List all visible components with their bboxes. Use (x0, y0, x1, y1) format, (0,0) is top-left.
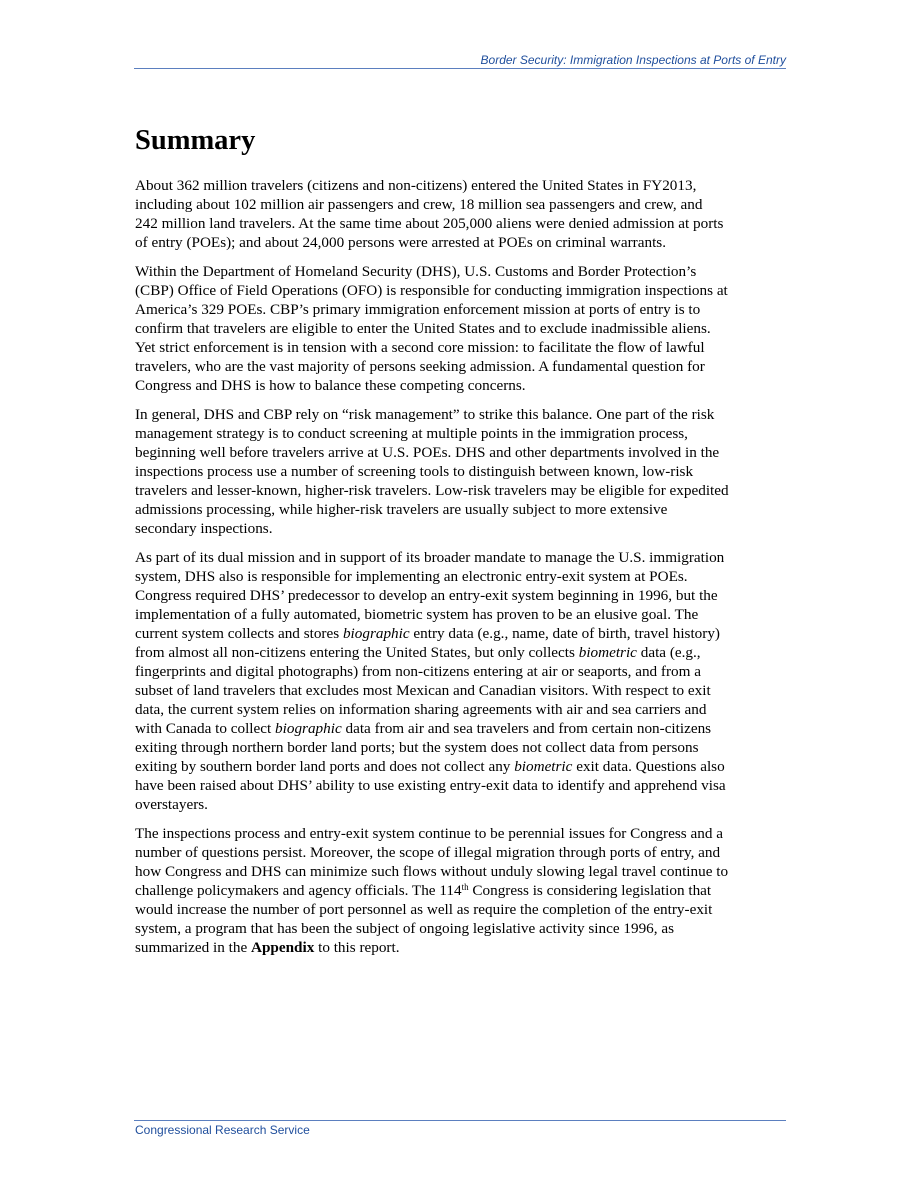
text-line: subset of land travelers that excludes most Mexican and Canadian visitors. With respect to exit (135, 682, 711, 699)
text-line (135, 643, 787, 662)
text-line (135, 719, 787, 738)
emphasis-biographic: biographic (342, 625, 410, 642)
text-line: system, DHS also is responsible for implementing an electronic entry-exit system at POEs. (135, 568, 688, 585)
text-fragment: from almost all non-citizens entering the United States, but only collects (135, 644, 579, 661)
emphasis-biometric: biometric (578, 644, 637, 661)
paragraph-dhs-cbp (135, 262, 787, 395)
paragraph-congress (135, 824, 787, 957)
paragraph-risk-management (135, 405, 787, 538)
running-header: Border Security: Immigration Inspections at Ports of Entry (480, 53, 786, 67)
text-fragment: challenge policymakers and agency officials. The 114 (135, 882, 462, 899)
text-fragment: data from air and sea travelers and from certain non-citizens (341, 720, 712, 737)
text-line: would increase the number of port personnel as well as require the completion of the entry-exit (135, 901, 713, 918)
page-title: Summary (135, 125, 256, 156)
text-line: About 362 million travelers (citizens and non-citizens) entered the United States in FY2013, (135, 177, 697, 194)
summary-body (135, 176, 787, 967)
text-line (135, 881, 787, 900)
text-line: overstayers. (135, 796, 208, 813)
text-line: exiting through northern border land ports; but the system does not collect data from persons (135, 739, 699, 756)
text-fragment: to this report. (314, 939, 400, 956)
text-fragment: exiting by southern border land ports and does not collect any (135, 758, 515, 775)
header-divider (134, 68, 786, 69)
text-fragment: data (e.g., (636, 644, 701, 661)
text-fragment: Congress is considering legislation that (468, 882, 712, 899)
text-line: data, the current system relies on information sharing agreements with air and sea carriers and (135, 701, 707, 718)
text-fragment: exit data. Questions also (572, 758, 725, 775)
text-line (135, 757, 787, 776)
text-line: confirm that travelers are eligible to enter the United States and to exclude inadmissible aliens. (135, 320, 711, 337)
footer-divider (134, 1120, 786, 1121)
paragraph-entry-exit (135, 548, 787, 814)
text-line: secondary inspections. (135, 520, 273, 537)
text-line: admissions processing, while higher-risk travelers are usually subject to more extensive (135, 501, 668, 518)
paragraph-travelers (135, 176, 787, 252)
text-line: fingerprints and digital photographs) from non-citizens entering at air or seaports, and from a (135, 663, 701, 680)
text-line: system, a program that has been the subject of ongoing legislative activity since 1996, as (135, 920, 675, 937)
text-line: management strategy is to conduct screening at multiple points in the immigration process, (135, 425, 688, 442)
text-line: Congress and DHS is how to balance these competing concerns. (135, 377, 526, 394)
text-line: As part of its dual mission and in support of its broader mandate to manage the U.S. immigration (135, 549, 725, 566)
text-line: (CBP) Office of Field Operations (OFO) is responsible for conducting immigration inspections at (135, 282, 728, 299)
text-line: Congress required DHS’ predecessor to develop an entry-exit system beginning in 1996, but the (135, 587, 718, 604)
text-line (135, 938, 787, 957)
emphasis-biographic: biographic (275, 720, 342, 737)
text-line: implementation of a fully automated, biometric system has proven to be an elusive goal. The (135, 606, 699, 623)
running-footer: Congressional Research Service (135, 1123, 310, 1137)
text-line: travelers and lesser-known, higher-risk travelers. Low-risk travelers may be eligible for expedited (135, 482, 729, 499)
text-line: In general, DHS and CBP rely on “risk management” to strike this balance. One part of the risk (135, 406, 715, 423)
text-line: Within the Department of Homeland Security (DHS), U.S. Customs and Border Protection’s (135, 263, 697, 280)
emphasis-biometric: biometric (514, 758, 573, 775)
text-line: The inspections process and entry-exit system continue to be perennial issues for Congress and a (135, 825, 723, 842)
text-line: including about 102 million air passengers and crew, 18 million sea passengers and crew, and (135, 196, 703, 213)
text-fragment: with Canada to collect (135, 720, 276, 737)
appendix-reference: Appendix (250, 939, 315, 956)
text-fragment: current system collects and stores (135, 625, 343, 642)
text-line: travelers, who are the vast majority of persons seeking admission. A fundamental question for (135, 358, 705, 375)
text-line: America’s 329 POEs. CBP’s primary immigration enforcement mission at ports of entry is to (135, 301, 701, 318)
text-line (135, 624, 787, 643)
text-line: 242 million land travelers. At the same time about 205,000 aliens were denied admission at ports (135, 215, 724, 232)
text-line: inspections process use a number of screening tools to distinguish between known, low-risk (135, 463, 694, 480)
text-line: how Congress and DHS can minimize such flows without unduly slowing legal travel continue to (135, 863, 729, 880)
text-fragment: summarized in the (135, 939, 251, 956)
ordinal-superscript: th (461, 882, 469, 892)
text-line: of entry (POEs); and about 24,000 persons were arrested at POEs on criminal warrants. (135, 234, 666, 251)
text-line: have been raised about DHS’ ability to use existing entry-exit data to identify and apprehend visa (135, 777, 726, 794)
text-line: number of questions persist. Moreover, the scope of illegal migration through ports of entry, and (135, 844, 721, 861)
text-line: Yet strict enforcement is in tension with a second core mission: to facilitate the flow of lawful (135, 339, 705, 356)
text-fragment: entry data (e.g., name, date of birth, travel history) (409, 625, 720, 642)
text-line: beginning well before travelers arrive at U.S. POEs. DHS and other departments involved in the (135, 444, 720, 461)
